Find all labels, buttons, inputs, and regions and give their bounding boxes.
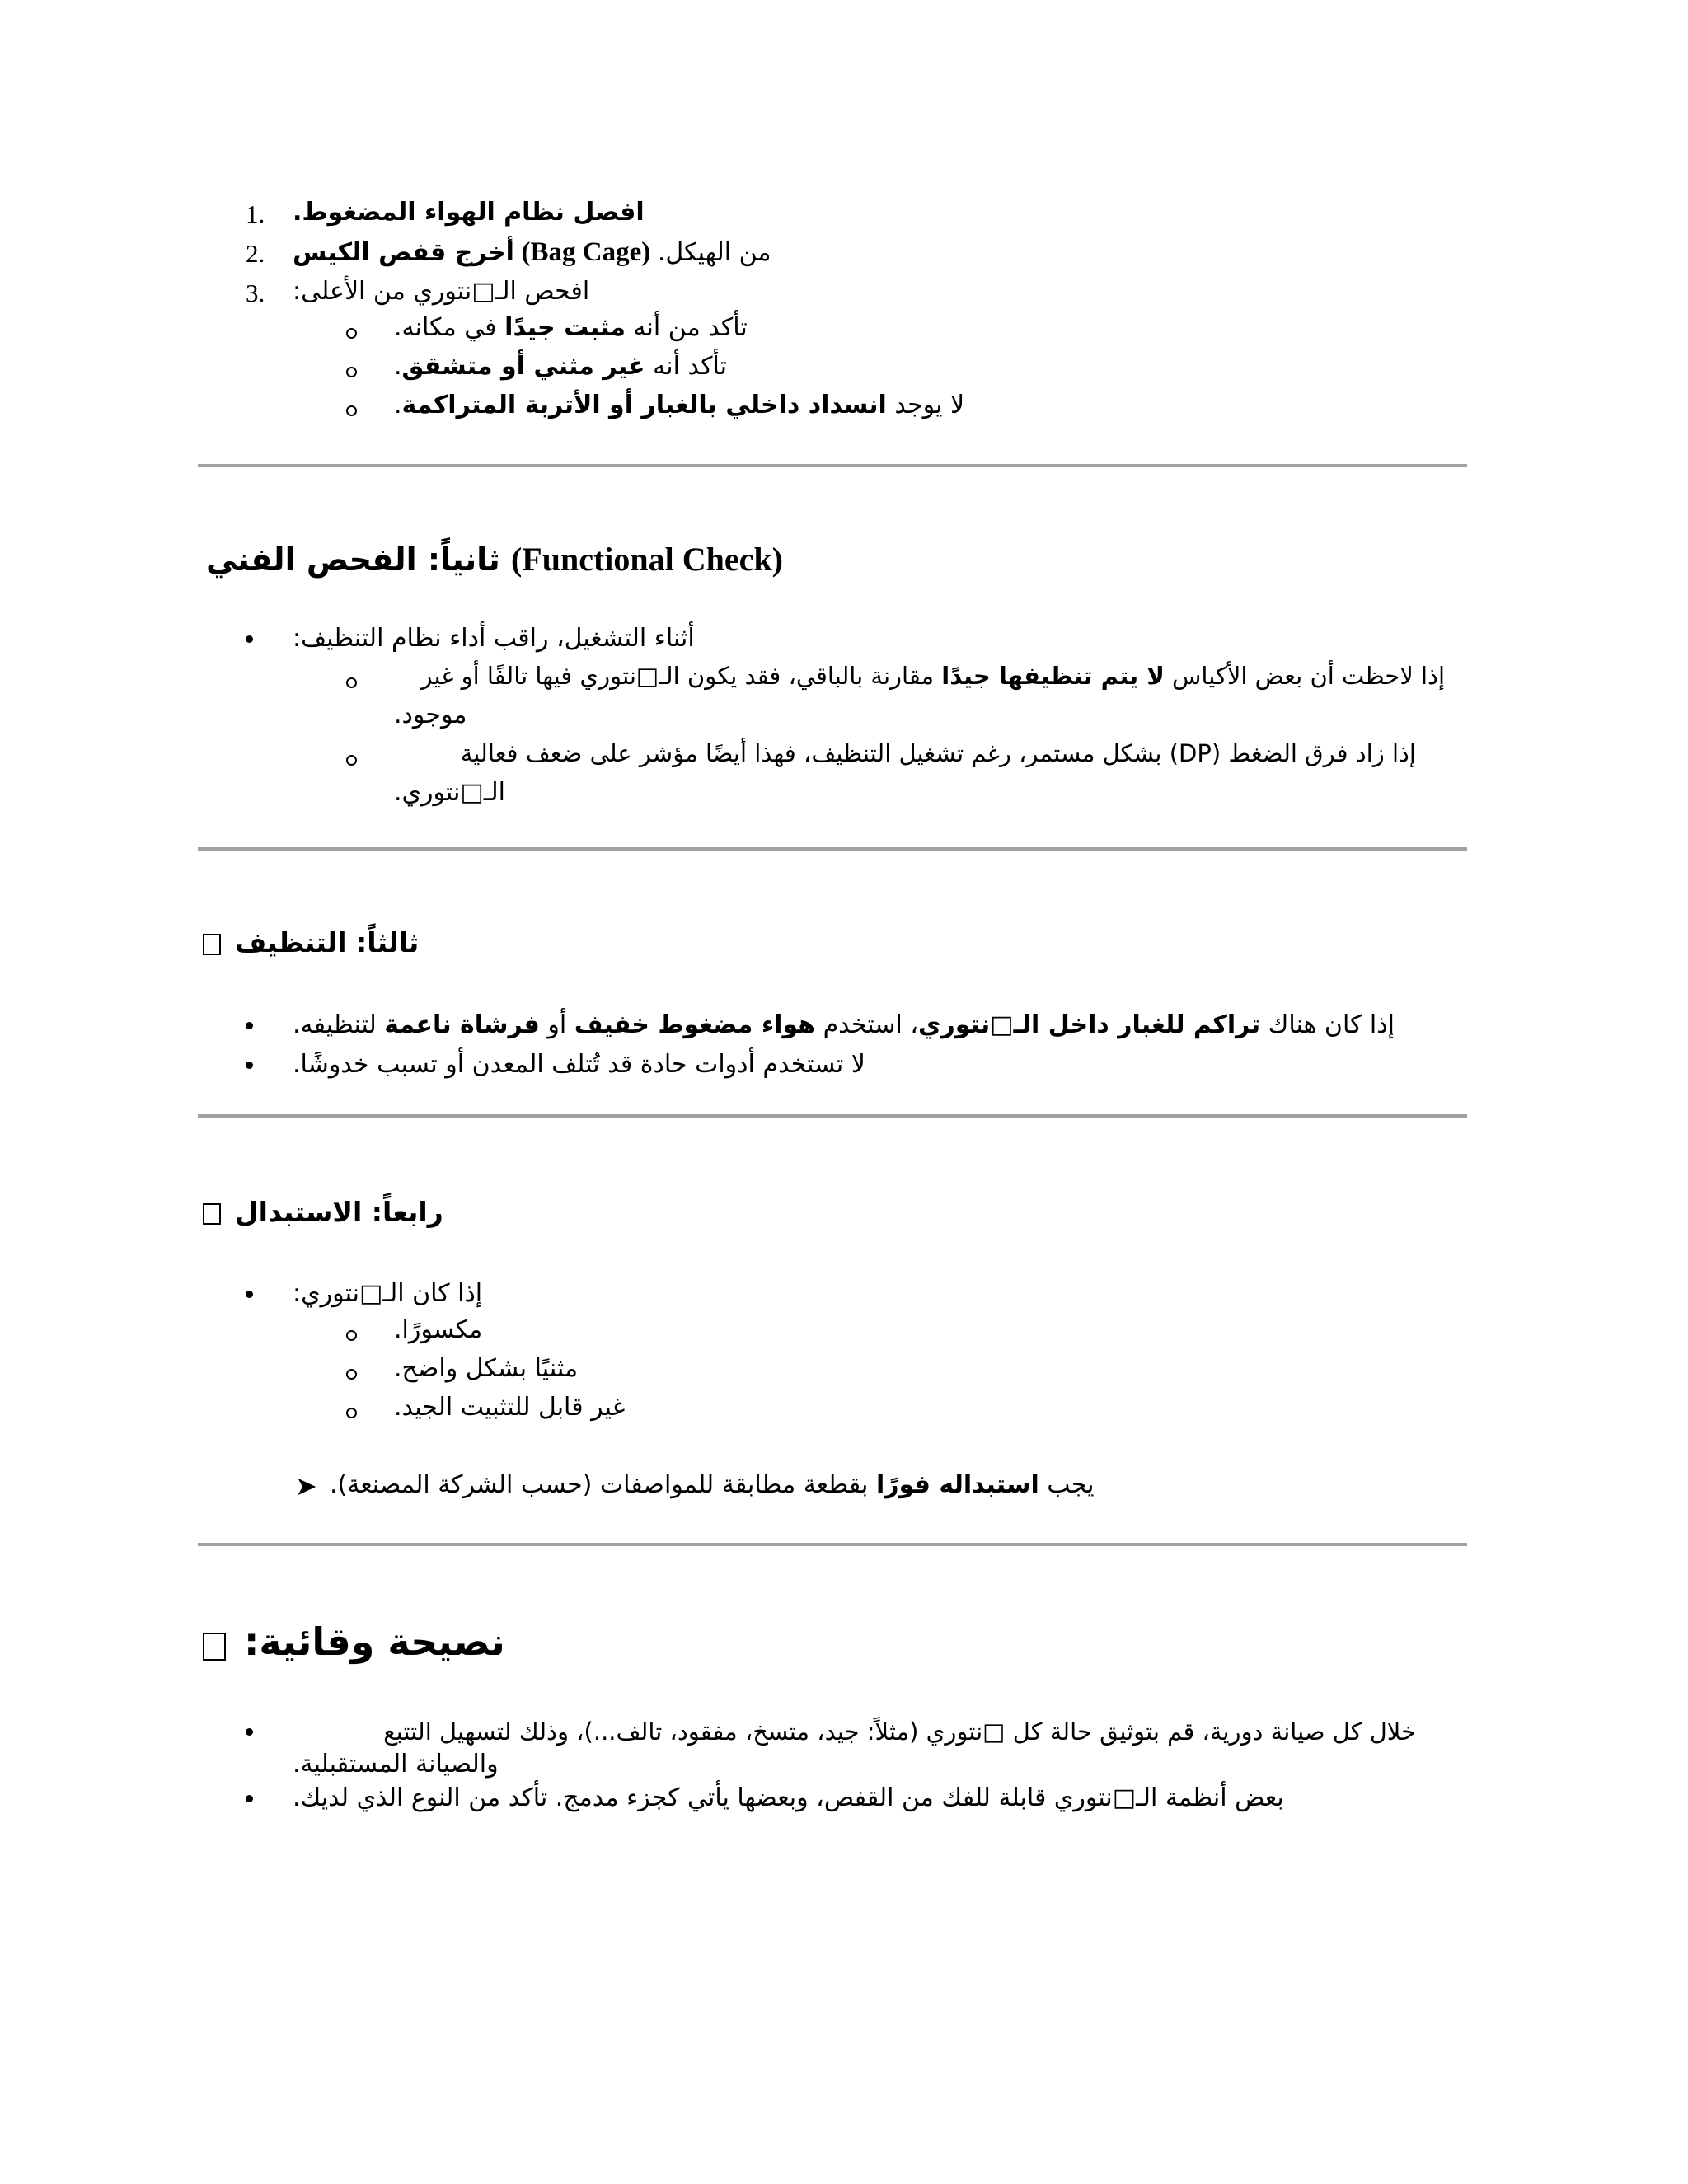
sub-item-continuation: موجود. bbox=[394, 701, 467, 729]
bullet-bold: فرشاة ناعمة bbox=[384, 1010, 540, 1039]
horizontal-rule bbox=[198, 464, 1467, 467]
sub-item-line: إذا زاد فرق الضغط (DP) بشكل مستمر، رغم تشغيل التنظيف، فهذا أيضًا مؤشر على ضعف فعالية bbox=[460, 739, 1416, 767]
sub-item-bold: مثبت جيدًا bbox=[504, 313, 626, 342]
bullet-text-part: لتنظيفه. bbox=[293, 1010, 385, 1039]
bullet-bold: تراكم للغبار داخل الـ□نتوري bbox=[918, 1010, 1261, 1039]
sub-item-text: . bbox=[394, 352, 402, 381]
note-bold: استبداله فورًا bbox=[875, 1470, 1039, 1499]
horizontal-rule bbox=[198, 1543, 1467, 1546]
list-number: 3. bbox=[246, 279, 265, 307]
heading-arabic: ثانياً: الفحص الفني bbox=[206, 541, 500, 578]
bullet-text: بعض أنظمة الـ□نتوري قابلة للفك من القفص، وبعضها يأتي كجزء مدمج. تأكد من النوع الذي لديك. bbox=[293, 1783, 1284, 1812]
sub-item-text: تأكد أنه bbox=[645, 352, 727, 381]
bullet-bold: هواء مضغوط خفيف bbox=[574, 1010, 816, 1039]
list-item-rest: من الهيكل. bbox=[657, 238, 771, 267]
sub-item-line bbox=[420, 659, 1445, 692]
list-number: 2. bbox=[246, 239, 265, 268]
bullet-icon bbox=[246, 1728, 253, 1736]
bullet-text-continuation: والصيانة المستقبلية. bbox=[293, 1750, 499, 1779]
note-text-part: يجب bbox=[1039, 1470, 1095, 1499]
list-item-text bbox=[293, 196, 645, 229]
circle-bullet-icon bbox=[346, 405, 357, 416]
bullet-icon bbox=[246, 1022, 253, 1029]
heading-arabic: ثالثاً: التنظيف bbox=[235, 926, 420, 958]
list-item-bold: افصل نظام الهواء المضغوط. bbox=[293, 198, 645, 227]
circle-bullet-icon bbox=[346, 367, 357, 377]
heading-latin: (Functional Check) bbox=[510, 541, 783, 578]
sub-item-text: لا يوجد bbox=[886, 391, 965, 419]
bullet-text: أثناء التشغيل، راقب أداء نظام التنظيف: bbox=[293, 624, 695, 653]
sub-item-continuation: الـ□نتوري. bbox=[394, 778, 506, 807]
heading-arabic: نصيحة وقائية: bbox=[244, 1619, 505, 1664]
bullet-text-part: إذا كان هناك bbox=[1260, 1010, 1395, 1039]
bullet-text-part: ، استخدم bbox=[815, 1010, 919, 1039]
note-text bbox=[330, 1469, 1094, 1502]
checkbox-glyph-icon bbox=[203, 934, 221, 955]
list-item-bold: أخرج قفص الكيس bbox=[293, 238, 514, 267]
circle-bullet-icon bbox=[346, 677, 357, 688]
sub-item: غير قابل للتثبيت الجيد. bbox=[394, 1393, 626, 1422]
bullet-icon bbox=[246, 1291, 253, 1298]
section-heading bbox=[235, 1194, 443, 1230]
section-heading bbox=[206, 540, 783, 579]
section-heading bbox=[244, 1617, 505, 1666]
sub-item-text: في مكانه. bbox=[394, 313, 505, 342]
sub-item bbox=[394, 350, 727, 383]
bullet-text: إذا كان الـ□نتوري: bbox=[293, 1279, 483, 1308]
bullet-text: لا تستخدم أدوات حادة قد تُتلف المعدن أو تسبب خدوشًا. bbox=[293, 1050, 865, 1079]
sub-item-bold: لا يتم تنظيفها جيدًا bbox=[941, 662, 1165, 690]
sub-item: مكسورًا. bbox=[394, 1315, 483, 1344]
circle-bullet-icon bbox=[346, 1408, 357, 1418]
circle-bullet-icon bbox=[346, 1330, 357, 1341]
bullet-icon bbox=[246, 635, 253, 643]
sub-item-bold: انسداد داخلي بالغبار أو الأتربة المتراكمة bbox=[401, 391, 887, 419]
horizontal-rule bbox=[198, 847, 1467, 851]
circle-bullet-icon bbox=[346, 328, 357, 339]
sub-item-text: . bbox=[394, 391, 402, 419]
section-heading bbox=[235, 925, 419, 961]
heading-arabic: رابعاً: الاستبدال bbox=[235, 1196, 443, 1228]
sub-item bbox=[394, 389, 964, 422]
bullet-icon bbox=[246, 1062, 253, 1069]
bullet-text-line: خلال كل صيانة دورية، قم بتوثيق حالة كل □نتوري (مثلاً: جيد، متسخ، مفقود، تالف...)، وذلك لتسهيل التتبع bbox=[383, 1718, 1416, 1746]
list-item-text: افحص الـ□نتوري من الأعلى: bbox=[293, 277, 590, 306]
bullet-text-part: أو bbox=[539, 1010, 574, 1039]
sub-item bbox=[394, 312, 748, 344]
circle-bullet-icon bbox=[346, 1369, 357, 1380]
sub-item-text: تأكد من أنه bbox=[625, 313, 748, 342]
list-item-text bbox=[293, 236, 771, 269]
note-text-part: بقطعة مطابقة للمواصفات (حسب الشركة المصنعة). bbox=[330, 1470, 876, 1499]
sub-item: مثنيًا بشكل واضح. bbox=[394, 1354, 579, 1383]
sub-item-text: مقارنة بالباقي، فقد يكون الـ□نتوري فيها تالفًا أو غير bbox=[420, 662, 942, 690]
sub-item-text: إذا لاحظت أن بعض الأكياس bbox=[1164, 662, 1445, 690]
list-number: 1. bbox=[246, 199, 265, 228]
sub-item-bold: غير مثني أو متشقق bbox=[401, 352, 645, 381]
arrow-icon: ➤ bbox=[295, 1471, 317, 1501]
horizontal-rule bbox=[198, 1114, 1467, 1118]
bullet-icon bbox=[246, 1795, 253, 1802]
list-item-latin: (Bag Cage) bbox=[521, 237, 651, 267]
bullet-text bbox=[293, 1009, 1395, 1042]
circle-bullet-icon bbox=[346, 755, 357, 766]
checkbox-glyph-icon bbox=[203, 1203, 221, 1225]
checkbox-glyph-icon bbox=[203, 1633, 226, 1661]
